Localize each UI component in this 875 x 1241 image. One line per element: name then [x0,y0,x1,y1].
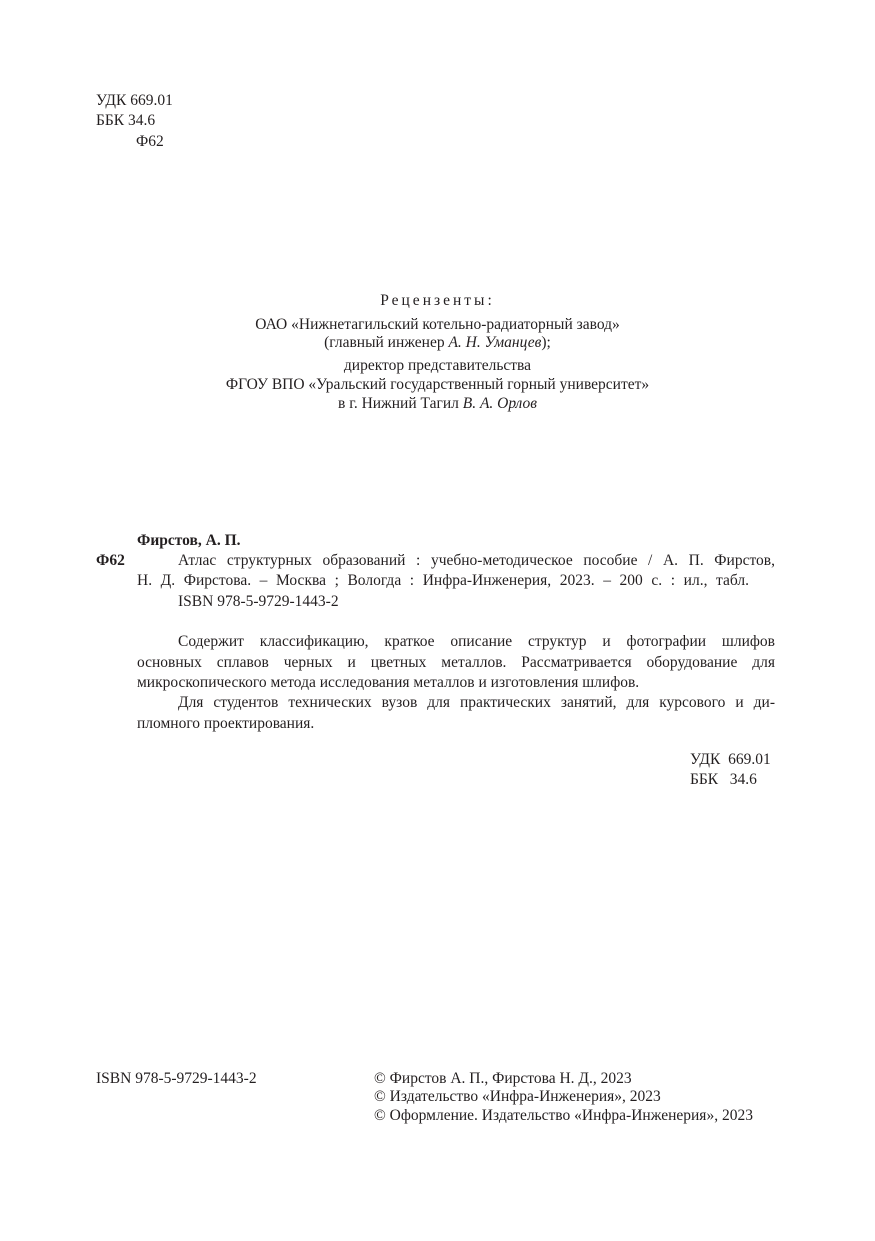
reviewer-2-name: В. А. Орлов [462,395,537,412]
annotation-line: Содержит классификацию, краткое описание структур и фотографии шлифов [178,633,775,650]
copyright-publisher: © Издательство «Инфра-Инженерия», 2023 [374,1088,661,1105]
udk-code: УДК 669.01 [96,92,173,109]
udk-code-bottom: УДК 669.01 [690,751,771,768]
reviewer-1-name: А. Н. Уманцев [448,334,542,351]
catalog-line-1: Атлас структурных образований : учебно-методическое пособие / А. П. Фирстов, [178,552,775,569]
reviewer-2-role: директор представительства [343,357,532,374]
reviewers-heading: Рецензенты: [380,292,495,309]
catalog-mark: Ф62 [96,552,125,569]
bbk-code: ББК 34.6 [96,112,156,129]
reviewer-org-2: ФГОУ ВПО «Уральский государственный горный университет» [225,376,650,393]
copyright-design: © Оформление. Издательство «Инфра-Инженерия», 2023 [374,1107,753,1124]
annotation-line: микроскопического метода исследования металлов и изготовления шлифов. [137,674,640,691]
catalog-line-2: Н. Д. Фирстова. – Москва ; Вологда : Инфра-Инженерия, 2023. – 200 с. : ил., табл. [137,572,749,589]
reviewer-1-role: (главный инженер А. Н. Уманцев); [324,334,551,351]
annotation-line: основных сплавов черных и цветных металлов. Рассматривается оборудование для [137,654,775,671]
bbk-code-bottom: ББК 34.6 [690,771,757,788]
reviewer-org-1: ОАО «Нижнетагильский котельно-радиаторный завод» [255,316,620,333]
footer-isbn: ISBN 978-5-9729-1443-2 [96,1070,257,1087]
catalog-isbn: ISBN 978-5-9729-1443-2 [178,593,339,610]
annotation-line: Для студентов технических вузов для практических занятий, для курсового и ди- [178,694,775,711]
catalog-author: Фирстов, А. П. [137,532,241,549]
copyright-authors: © Фирстов А. П., Фирстова Н. Д., 2023 [374,1070,632,1087]
reviewer-2-city: в г. Нижний Тагил В. А. Орлов [338,395,537,412]
annotation-line: пломного проектирования. [137,715,315,732]
author-mark: Ф62 [136,133,164,150]
